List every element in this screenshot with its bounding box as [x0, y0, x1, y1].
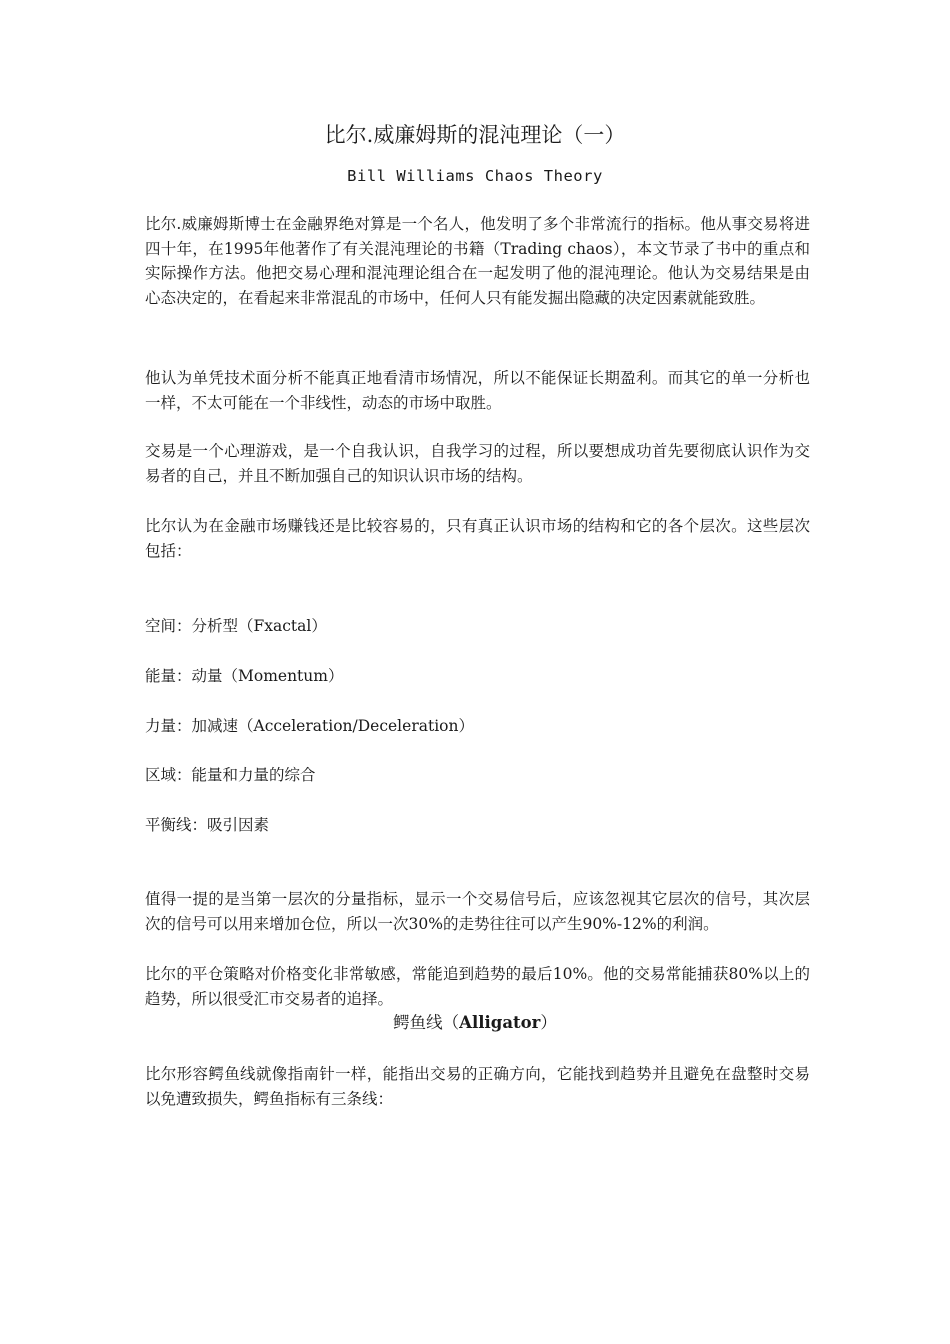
section-heading-en: Alligator [459, 1013, 541, 1032]
level-item-space: 空间：分析型（Fxactal） [145, 617, 327, 635]
section-heading-cn-after: ） [540, 1013, 557, 1032]
intro-paragraph-4: 比尔认为在金融市场赚钱还是比较容易的，只有真正认识市场的结构和它的各个层次。这些层次包括： [145, 517, 810, 560]
document-subtitle: Bill Williams Chaos Theory [347, 167, 603, 185]
after-paragraph-2: 比尔的平仓策略对价格变化非常敏感，常能追到趋势的最后10%。他的交易常能捕获80%以上的趋势，所以很受汇市交易者的追择。 [145, 965, 810, 1008]
intro-paragraph-3: 交易是一个心理游戏，是一个自我认识，自我学习的过程，所以要想成功首先要彻底认识作为交易者的自己，并且不断加强自己的知识认识市场的结构。 [145, 442, 810, 485]
level-item-zone: 区域：能量和力量的综合 [145, 766, 316, 784]
intro-paragraph-2: 他认为单凭技术面分析不能真正地看清市场情况，所以不能保证长期盈利。而其它的单一分析也一样，不太可能在一个非线性，动态的市场中取胜。 [145, 369, 810, 412]
level-item-force: 力量：加减速（Acceleration/Deceleration） [145, 717, 474, 735]
section-heading-alligator [0, 1011, 950, 1035]
level-item-balance-line: 平衡线：吸引因素 [145, 816, 270, 834]
document-title: 比尔.威廉姆斯的混沌理论（一） [324, 123, 626, 147]
section-paragraph: 比尔形容鳄鱼线就像指南针一样，能指出交易的正确方向，它能找到趋势并且避免在盘整时交易以免遭致损失，鳄鱼指标有三条线： [145, 1065, 810, 1108]
after-paragraph-1: 值得一提的是当第一层次的分量指标，显示一个交易信号后，应该忽视其它层次的信号，其次层次的信号可以用来增加仓位，所以一次30%的走势往往可以产生90%-12%的利润。 [145, 890, 810, 933]
level-item-energy: 能量：动量（Momentum） [145, 667, 344, 685]
intro-paragraph-1: 比尔.威廉姆斯博士在金融界绝对算是一个名人，他发明了多个非常流行的指标。他从事交易将进四十年，在1995年他著作了有关混沌理论的书籍（Trading chaos），本文节录了书中的重点和实际操作方法。他把交易心理和混沌理论组合在一起发明了他的混沌理论。他认为交易结果是由心态决定的，在看起来非常混乱的市场中，任何人只有能发掘出隐藏的决定因素就能致胜。 [145, 215, 810, 307]
section-heading-cn-before: 鳄鱼线（ [393, 1013, 460, 1032]
